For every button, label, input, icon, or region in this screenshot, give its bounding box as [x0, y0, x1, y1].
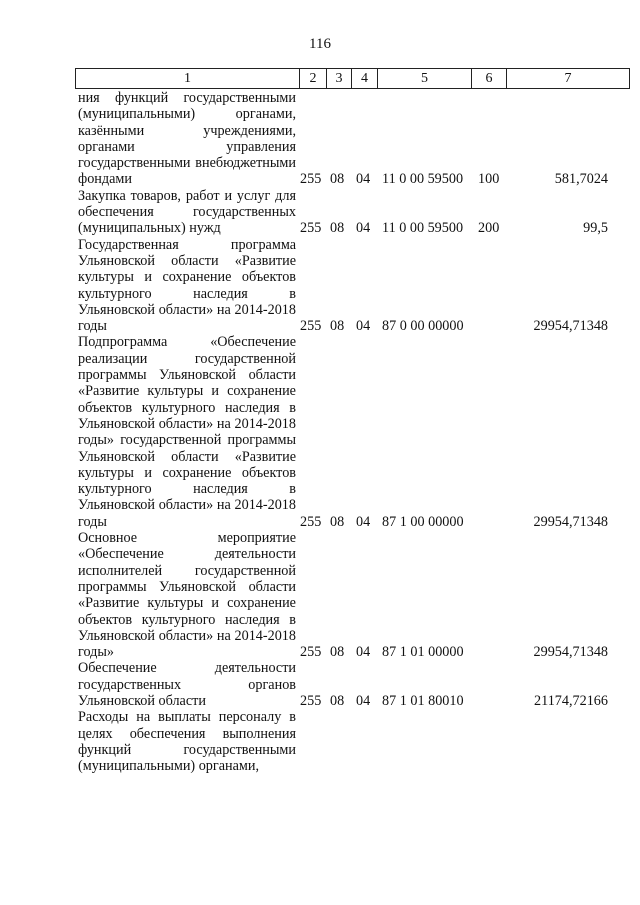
row-code-vr: 200: [478, 220, 500, 237]
row-code-gr: 255: [300, 318, 322, 335]
row-codes: [300, 644, 618, 660]
row-code-vr: 100: [478, 171, 500, 188]
row-code-pr: 04: [356, 692, 371, 709]
table-header: [75, 68, 630, 89]
row-codes: [300, 220, 618, 236]
row-code-cs: 87 1 01 00000: [382, 644, 464, 661]
column-header-2: 2: [299, 69, 326, 88]
row-sum: 21174,72166: [534, 692, 608, 709]
row-code-rz: 08: [330, 513, 345, 530]
row-sum: 29954,71348: [533, 513, 608, 530]
row-code-pr: 04: [356, 644, 371, 661]
row-code-cs: 87 1 00 00000: [382, 513, 464, 530]
page-number: 116: [309, 36, 331, 52]
row-code-pr: 04: [356, 220, 371, 237]
row-description: Государственная программа Ульяновской области «Развитие культуры и сохранение объектов культурного наследия в Ульяновской области» на 2014-2018 годы: [78, 236, 296, 335]
row-codes: [300, 171, 618, 187]
table-row: [78, 334, 618, 530]
table-row: [78, 530, 618, 660]
row-description: Закупка товаров, работ и услуг для обеспечения государственных (муниципальных) нужд: [78, 187, 296, 237]
column-header-1: 1: [184, 71, 191, 86]
column-header-4: 4: [351, 69, 377, 88]
row-code-gr: 255: [300, 171, 322, 188]
row-sum: 581,7024: [554, 171, 608, 188]
row-description: Подпрограмма «Обеспечение реализации государственной программы Ульяновской области «Развитие культуры и сохранение объектов культурного наследия в Ульяновской области» на 2014-2018 годы» государственной программы Ульяновской области «Развитие культуры и сохранение объектов культурного наследия в Ульяновской области» на 2014-2018 годы: [78, 334, 296, 530]
row-codes: [300, 514, 618, 530]
row-code-rz: 08: [330, 220, 345, 237]
column-header-6: 6: [471, 69, 506, 88]
row-code-pr: 04: [356, 318, 371, 335]
row-code-cs: 11 0 00 59500: [382, 220, 464, 237]
row-code-cs: 87 1 01 80010: [382, 692, 464, 709]
row-codes: [300, 693, 618, 709]
row-description: ния функций государственными (муниципальными) органами, казёнными учреждениями, органами управления государственными внебюджетными фондами: [78, 90, 296, 188]
row-code-rz: 08: [330, 692, 345, 709]
row-code-gr: 255: [300, 692, 322, 709]
row-description: Обеспечение деятельности государственных органов Ульяновской области: [78, 660, 296, 709]
row-codes: [300, 318, 618, 334]
row-code-gr: 255: [300, 644, 322, 661]
row-code-cs: 11 0 00 59500: [382, 171, 464, 188]
row-code-pr: 04: [356, 513, 371, 530]
row-code-cs: 87 0 00 00000: [382, 318, 464, 335]
row-description: Расходы на выплаты персоналу в целях обеспечения выполнения функций государственными (муниципальными) органами,: [78, 709, 296, 775]
row-code-rz: 08: [330, 171, 345, 188]
table-row: [78, 237, 618, 335]
table-row: [78, 90, 618, 188]
row-sum: 29954,71348: [533, 644, 608, 661]
row-description: Основное мероприятие «Обеспечение деятельности исполнителей государственной программы Ульяновской области «Развитие культуры и сохранение объектов культурного наследия в Ульяновской области» на 2014-2018 годы»: [78, 530, 296, 661]
column-header-5: 5: [377, 69, 471, 88]
column-header-7: 7: [506, 69, 629, 88]
budget-table-body: [78, 90, 618, 774]
table-row: [78, 188, 618, 237]
row-code-gr: 255: [300, 220, 322, 237]
column-header-3: 3: [326, 69, 351, 88]
row-sum: 29954,71348: [533, 318, 608, 335]
row-sum: 99,5: [583, 220, 608, 237]
row-code-pr: 04: [356, 171, 371, 188]
table-row: [78, 709, 618, 774]
row-code-gr: 255: [300, 513, 322, 530]
row-code-rz: 08: [330, 644, 345, 661]
row-code-rz: 08: [330, 318, 345, 335]
table-row: [78, 660, 618, 709]
